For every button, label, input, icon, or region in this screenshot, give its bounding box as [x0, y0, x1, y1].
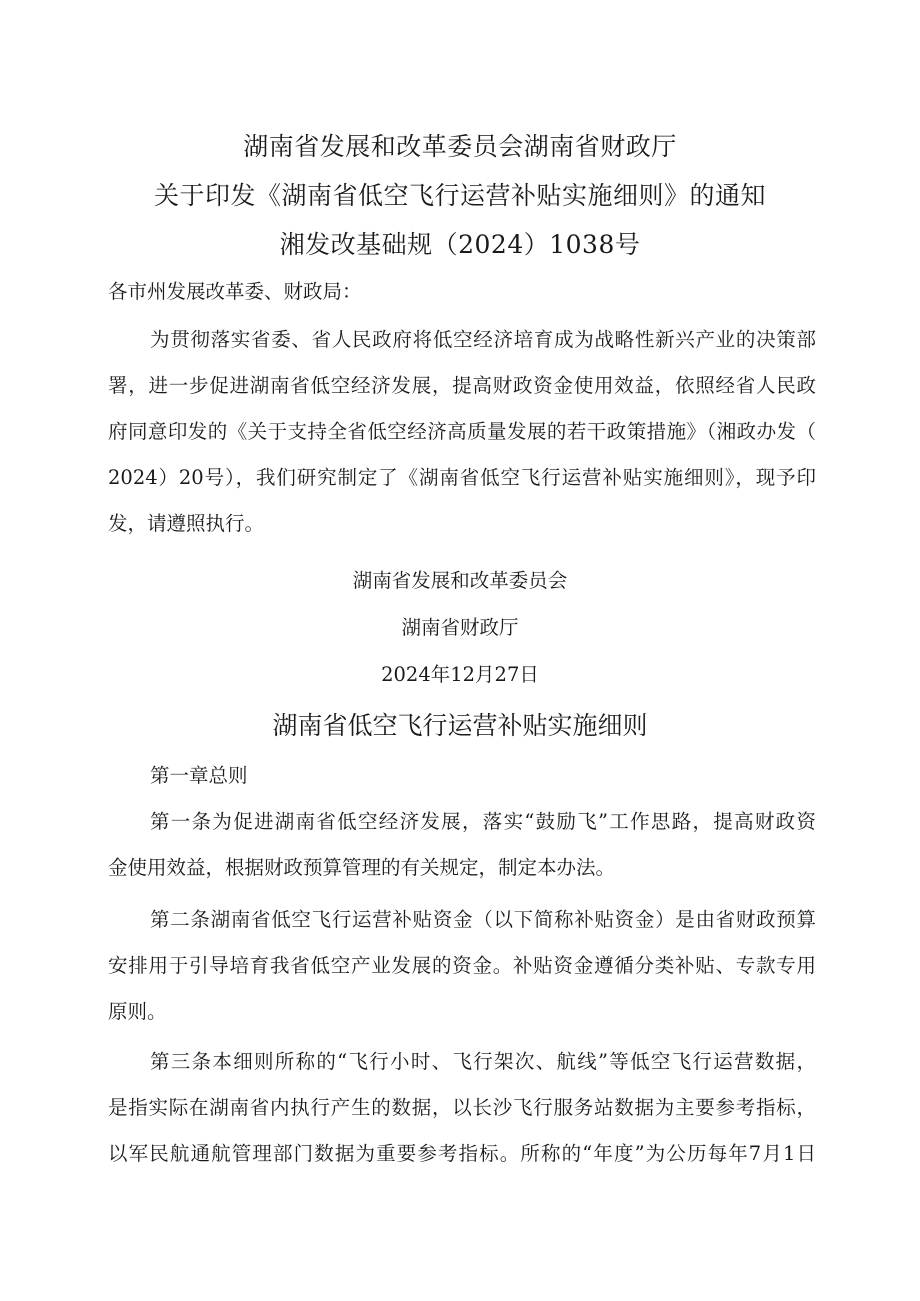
- notice-body-line: 2024）20号），我们研究制定了《湖南省低空飞行运营补贴实施细则》，现予印: [108, 466, 816, 489]
- chapter-heading: 第一章总则: [150, 764, 248, 787]
- notice-body-line: 发，请遵照执行。: [108, 512, 265, 535]
- title-line-2: 关于印发《湖南省低空飞行运营补贴实施细则》的通知: [153, 181, 766, 210]
- signatory-finance: 湖南省财政厅: [401, 616, 519, 639]
- article-3-line: 第三条本细则所称的“飞行小时、飞行架次、航线”等低空飞行运营数据，: [150, 1050, 816, 1073]
- article-1-line: 金使用效益，根据财政预算管理的有关规定，制定本办法。: [108, 856, 616, 879]
- notice-body-line: 为贯彻落实省委、省人民政府将低空经济培育成为战略性新兴产业的决策部: [150, 328, 816, 351]
- document-number: 湘发改基础规（2024）1038号: [279, 230, 641, 259]
- title-line-1: 湖南省发展和改革委员会湖南省财政厅: [243, 132, 677, 161]
- article-1-line: 第一条为促进湖南省低空经济发展，落实“鼓励飞”工作思路，提高财政资: [150, 810, 816, 833]
- notice-body-line: 府同意印发的《关于支持全省低空经济高质量发展的若干政策措施》（湘政办发（: [108, 420, 816, 443]
- article-2-line: 第二条湖南省低空飞行运营补贴资金（以下简称补贴资金）是由省财政预算: [150, 908, 816, 931]
- article-3-line: 是指实际在湖南省内执行产生的数据，以长沙飞行服务站数据为主要参考指标，: [108, 1096, 816, 1119]
- article-3-line: 以军民航通航管理部门数据为重要参考指标。所称的“年度”为公历每年7月1日: [108, 1142, 816, 1165]
- signatory-ndrc: 湖南省发展和改革委员会: [352, 569, 568, 592]
- rules-title: 湖南省低空飞行运营补贴实施细则: [272, 711, 648, 740]
- article-2-line: 安排用于引导培育我省低空产业发展的资金。补贴资金遵循分类补贴、专款专用: [108, 954, 816, 977]
- notice-body-line: 署，进一步促进湖南省低空经济发展，提高财政资金使用效益，依照经省人民政: [108, 374, 816, 397]
- notice-date: 2024年12月27日: [381, 663, 539, 686]
- article-2-line: 原则。: [108, 1000, 167, 1023]
- addressee: 各市州发展改革委、财政局：: [108, 280, 362, 303]
